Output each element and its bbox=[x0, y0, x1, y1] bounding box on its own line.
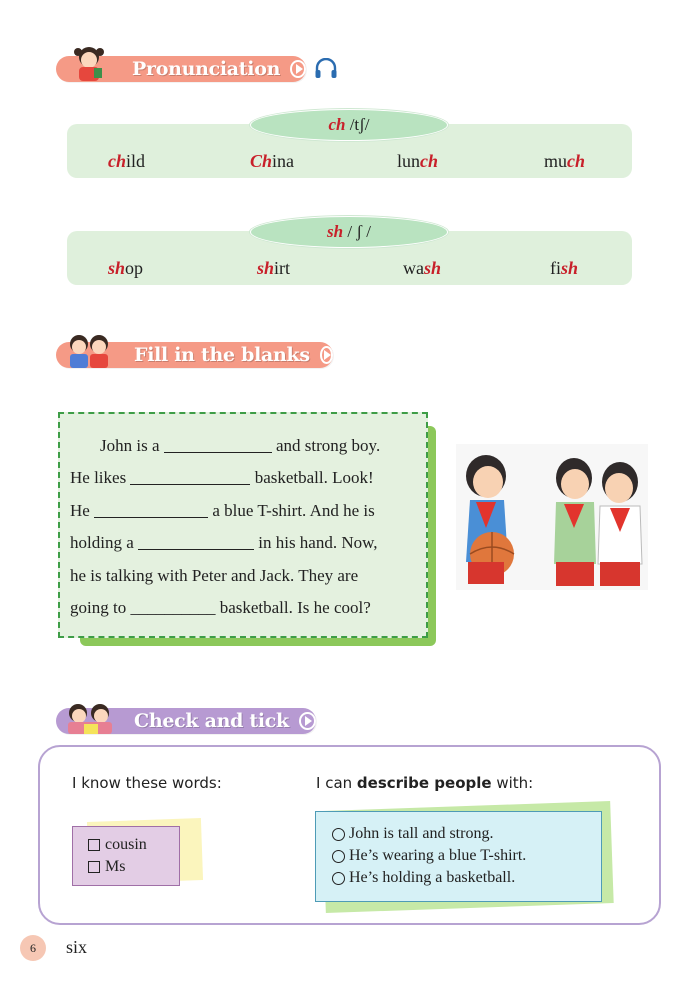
arrow-circle-icon bbox=[320, 346, 333, 364]
fill-title: Fill in the blanks bbox=[134, 344, 310, 366]
radio[interactable] bbox=[332, 850, 345, 863]
blank-5[interactable]: __________ bbox=[130, 598, 216, 618]
kids-illustration bbox=[64, 332, 114, 372]
blank-3[interactable] bbox=[94, 499, 208, 518]
word-item-ms: Ms bbox=[88, 858, 125, 876]
sh-word-3: wash bbox=[403, 258, 442, 278]
ch-sound-pill bbox=[250, 109, 448, 141]
ch-word-1: child bbox=[108, 151, 146, 171]
sh-word-2: shirt bbox=[257, 258, 291, 278]
sentence-item-3: He’s holding a basketball. bbox=[332, 869, 515, 887]
sentence-item-2: He’s wearing a blue T-shirt. bbox=[332, 847, 526, 865]
sh-word-4: fish bbox=[550, 258, 579, 278]
blank-4[interactable] bbox=[138, 531, 254, 550]
blank-1[interactable] bbox=[164, 434, 272, 453]
passage-text: John is a and strong boy. He likes basketball. Look! He a blue T-shirt. And he is holding a in his hand. Now, he is talking with Peter and Jack. They are going to __________ basketball. Is he cool? bbox=[70, 436, 381, 618]
page-word: six bbox=[66, 937, 88, 957]
sentence-item-1: John is tall and strong. bbox=[332, 825, 493, 843]
arrow-circle-icon bbox=[299, 712, 316, 730]
radio[interactable] bbox=[332, 828, 345, 841]
blank-2[interactable] bbox=[130, 466, 250, 485]
checkbox[interactable] bbox=[88, 839, 100, 851]
check-title: Check and tick bbox=[134, 710, 289, 732]
boys-illustration bbox=[456, 444, 648, 590]
sh-letters: sh bbox=[327, 222, 344, 241]
students-illustration bbox=[64, 700, 116, 740]
can-label: I can describe people with: bbox=[316, 774, 534, 792]
word-box bbox=[72, 826, 180, 886]
word-item-cousin: cousin bbox=[88, 836, 147, 854]
checkbox[interactable] bbox=[88, 861, 100, 873]
sh-phonetic: / ʃ / bbox=[347, 222, 371, 241]
girl-illustration bbox=[68, 44, 110, 86]
radio[interactable] bbox=[332, 872, 345, 885]
arrow-circle-icon bbox=[290, 60, 306, 78]
ch-word-3: lunch bbox=[397, 151, 439, 171]
ch-word-4: much bbox=[544, 151, 586, 171]
ch-phonetic: /tʃ/ bbox=[349, 115, 370, 134]
ch-letters: ch bbox=[328, 115, 346, 134]
ch-word-2: China bbox=[250, 151, 295, 171]
know-label: I know these words: bbox=[72, 774, 222, 792]
sh-sound-pill bbox=[250, 216, 448, 248]
sh-word-1: shop bbox=[108, 258, 144, 278]
pronunciation-title: Pronunciation bbox=[132, 58, 281, 80]
headphones-icon[interactable] bbox=[314, 58, 338, 80]
page-number: 6 bbox=[20, 935, 46, 961]
